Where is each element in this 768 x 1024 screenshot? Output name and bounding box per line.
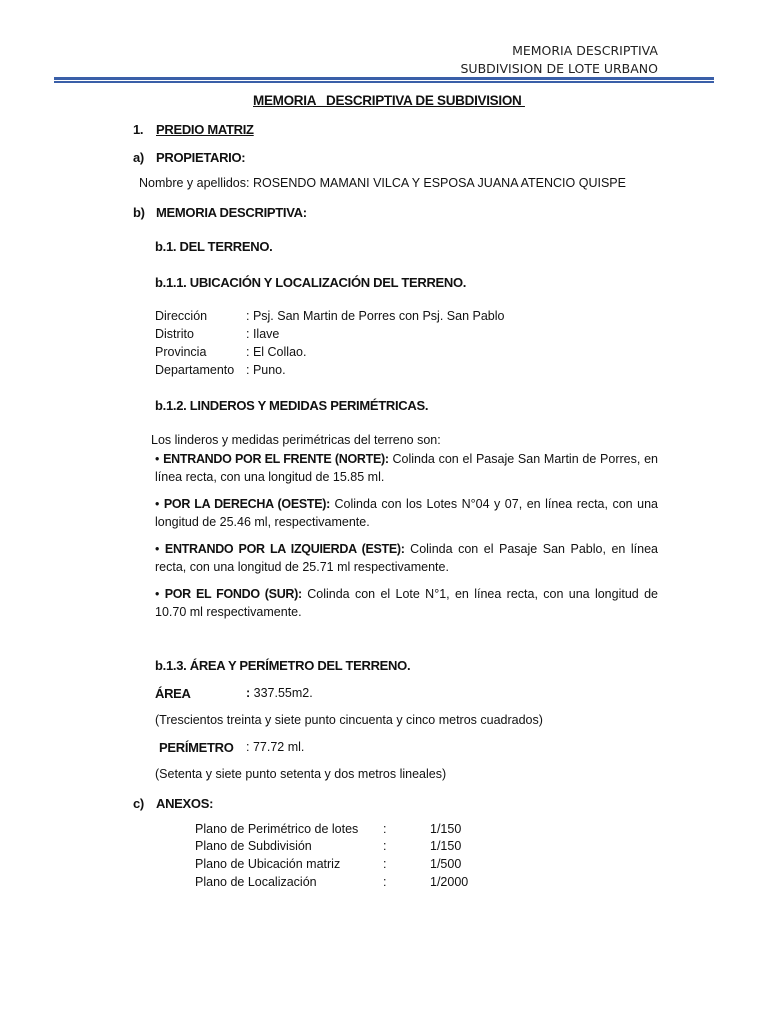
area-value: 337.55m2. [250,686,313,700]
header-subtitle: SUBDIVISION DE LOTE URBANO [460,61,658,76]
lindero-sur [155,585,658,621]
anexo-scale: 1/2000 [430,875,469,889]
anexo-separator: : [383,822,387,836]
lindero-norte-text: Colinda con el Pasaje San Martin de Porres, en línea recta, con una longitud de 15.85 ml. [155,452,658,484]
subsection-b1-heading: b.1. DEL TERRENO. [155,239,273,254]
lindero-oeste-text: Colinda con los Lotes N°04 y 07, en línea recta, con una longitud de 25.46 ml, respectivamente. [155,497,658,529]
bullet: • [155,497,164,511]
lindero-este-text: Colinda con el Pasaje San Pablo, en línea recta, con una longitud de 25.71 ml respectivamente. [155,542,658,574]
location-label-direccion: Dirección [155,309,208,323]
area-label: ÁREA [155,686,191,701]
owner-line: Nombre y apellidos: ROSENDO MAMANI VILCA Y ESPOSA JUANA ATENCIO QUISPE [139,176,626,190]
anexo-name: Plano de Subdivisión [195,839,312,853]
location-value-provincia: : El Collao. [246,345,307,359]
bullet: • [155,587,165,601]
lindero-sur-label: POR EL FONDO (SUR): [164,587,302,601]
section-b-number: b) [133,205,145,220]
section-c-heading: ANEXOS: [156,796,214,811]
header-title: MEMORIA DESCRIPTIVA [512,43,658,58]
location-label-departamento: Departamento [155,363,235,377]
anexo-scale: 1/150 [430,839,462,853]
section-a-number: a) [133,150,144,165]
lindero-este [155,540,658,576]
subsection-b12-heading: b.1.2. LINDEROS Y MEDIDAS PERIMÉTRICAS. [155,398,429,413]
subsection-b13-heading: b.1.3. ÁREA Y PERÍMETRO DEL TERRENO. [155,658,411,673]
section-b-heading: MEMORIA DESCRIPTIVA: [156,205,307,220]
lindero-norte [155,450,658,486]
anexo-separator: : [383,839,387,853]
location-value-distrito: : Ilave [246,327,280,341]
anexo-separator: : [383,875,387,889]
anexo-name: Plano de Ubicación matriz [195,857,341,871]
lindero-este-label: ENTRANDO POR LA IZQUIERDA (ESTE): [164,542,405,556]
area-value-line [246,686,313,700]
bullet: • [155,452,164,466]
document-title: MEMORIA DESCRIPTIVA DE SUBDIVISION [253,93,525,108]
anexo-scale: 1/150 [430,822,462,836]
header-rule-thin [54,81,714,83]
section-1-number: 1. [133,122,144,137]
location-label-provincia: Provincia [155,345,207,359]
location-value-direccion: : Psj. San Martin de Porres con Psj. San Pablo [246,309,505,323]
subsection-b11-heading: b.1.1. UBICACIÓN Y LOCALIZACIÓN DEL TERRENO. [155,275,467,290]
anexo-name: Plano de Localización [195,875,317,889]
section-c-number: c) [133,796,144,811]
anexo-separator: : [383,857,387,871]
lindero-oeste-label: POR LA DERECHA (OESTE): [163,497,330,511]
location-value-departamento: : Puno. [246,363,286,377]
linderos-intro: Los linderos y medidas perimétricas del terreno son: [151,433,441,447]
area-words: (Trescientos treinta y siete punto cincuenta y cinco metros cuadrados) [155,713,543,727]
perimetro-value: : 77.72 ml. [246,740,305,754]
anexo-scale: 1/500 [430,857,462,871]
section-a-heading: PROPIETARIO: [156,150,246,165]
lindero-oeste [155,495,658,531]
perimetro-words: (Setenta y siete punto setenta y dos metros lineales) [155,767,447,781]
section-1-heading: PREDIO MATRIZ [156,122,254,137]
location-label-distrito: Distrito [155,327,194,341]
lindero-sur-text: Colinda con el Lote N°1, en línea recta, con una longitud de 10.70 ml respectivamente. [155,587,658,619]
area-colon: : [246,686,251,700]
perimetro-label: PERÍMETRO [159,740,234,755]
lindero-norte-label: ENTRANDO POR EL FRENTE (NORTE): [163,452,389,466]
anexo-name: Plano de Perimétrico de lotes [195,822,359,836]
header-rule [54,77,714,80]
bullet: • [155,542,165,556]
